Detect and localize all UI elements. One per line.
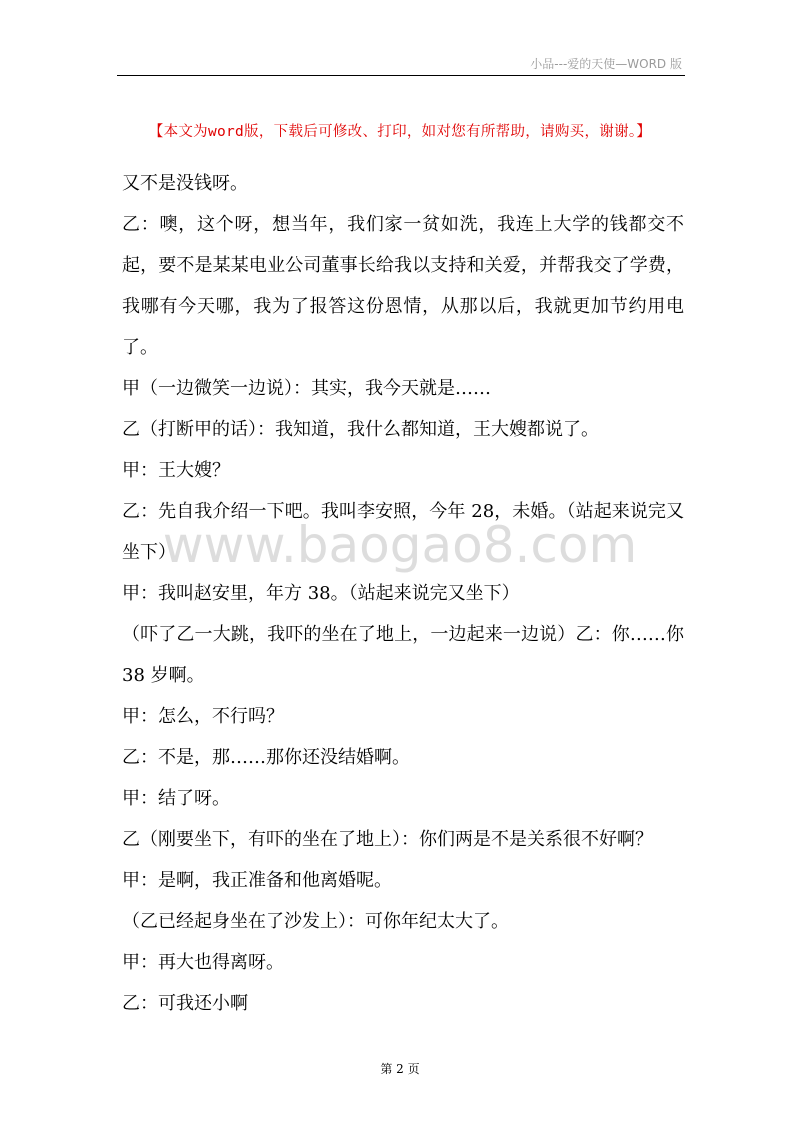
paragraph: 乙（刚要坐下，有吓的坐在了地上）：你们两是不是关系很不好啊？ bbox=[122, 829, 653, 850]
paragraph: 乙：噢，这个呀，想当年，我们家一贫如洗，我连上大学的钱都交不起，要不是某某电业公司董事长给我以支持和关爱，并帮我交了学费，我哪有今天哪，我为了报答这份恩情，从那以后，我就更加节约用电了。 bbox=[122, 214, 684, 358]
paragraph: 甲：王大嫂？ bbox=[122, 460, 230, 481]
paragraph: （吓了乙一大跳，我吓的坐在了地上，一边起来一边说）乙：你……你 38 岁啊。 bbox=[122, 624, 684, 686]
paragraph: 乙：不是，那……那你还没结婚啊。 bbox=[122, 747, 410, 768]
paragraph: 乙：先自我介绍一下吧。我叫李安照，今年 28，未婚。（站起来说完又坐下） bbox=[122, 501, 684, 563]
watermark: www.baogao8.com bbox=[162, 516, 638, 574]
paragraph: 甲（一边微笑一边说）：其实，我今天就是…… bbox=[122, 378, 491, 399]
document-body bbox=[122, 163, 684, 1024]
paragraph: 乙：可我还小啊 bbox=[122, 993, 248, 1014]
download-notice: 【本文为word版，下载后可修改、打印，如对您有所帮助，请购买，谢谢。】 bbox=[148, 124, 652, 140]
page-number: 第 2 页 bbox=[380, 1062, 420, 1076]
header-divider bbox=[117, 75, 685, 76]
paragraph: （乙已经起身坐在了沙发上）：可你年纪太大了。 bbox=[122, 911, 509, 932]
header-title: 小品---爱的天使—WORD 版 bbox=[530, 57, 682, 71]
paragraph: 乙（打断甲的话）：我知道，我什么都知道，王大嫂都说了。 bbox=[122, 419, 599, 440]
paragraph: 甲：再大也得离呀。 bbox=[122, 952, 284, 973]
paragraph: 甲：怎么，不行吗？ bbox=[122, 706, 284, 727]
paragraph: 甲：我叫赵安里，年方 38。（站起来说完又坐下） bbox=[122, 583, 520, 604]
paragraph: 又不是没钱呀。 bbox=[122, 173, 248, 194]
paragraph: 甲：是啊，我正准备和他离婚呢。 bbox=[122, 870, 392, 891]
paragraph: 甲：结了呀。 bbox=[122, 788, 230, 809]
